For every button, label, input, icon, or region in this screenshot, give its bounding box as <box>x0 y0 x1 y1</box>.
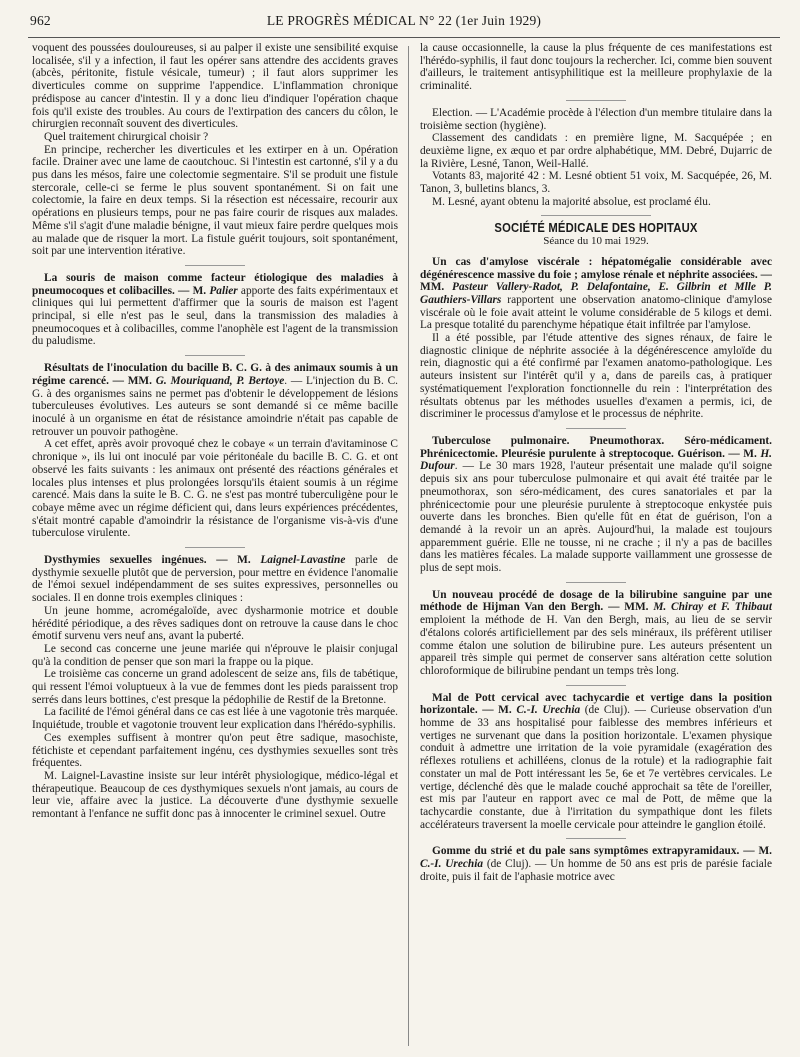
author-name: H. Dufour <box>420 447 772 473</box>
author-name: Laignel-Lavastine <box>260 554 346 567</box>
communication-body: parle de dysthymie sexuelle plutôt que de perversion, pour mettre en évidence l'anomalie de l'émoi sexuel indépendamment de ses suites expressives, personnelles ou sociales. Il en donne trois exemples cliniques : <box>32 554 398 605</box>
paragraph: voquent des poussées douloureuses, si au palper il existe une sensibilité exquise localisée, s'il y a infection, il faut les opérer sans attendre des accidents graves (abcès, péritonite, fistule vésicale, tumeur) ; il faut alors supprimer les diverticules comme on supprime l'appendice. L'inflammation chronique prédispose au cancer d'intestin. Il y a donc lieu d'indiquer l'opération chaque fois qu'il existe des troubles. Au cours de l'extirpation des cancers du côlon, le chirurgien reconnaît souvent des diverticules. <box>32 42 398 131</box>
page-header <box>30 13 778 33</box>
communication-tuberculose <box>420 435 772 575</box>
author-name: M. Chiray et F. Thibaut <box>653 601 772 614</box>
paragraph: Le troisième cas concerne un grand adolescent de seize ans, fils de tabétique, qui ressent l'émoi voluptueux à la vue de femmes dont les pieds paraissent trop serrés dans leurs bottines, c'est presque la pédophilie de Restif de la Bretonne. <box>32 668 398 706</box>
header-rule <box>28 37 780 38</box>
communication-body: rapportent une observation anatomo-clinique d'amylose viscérale où le foie avait atteint le volume considérable de 5 kilogs et demi. La presque totalité du parenchyme hépatique était infiltrée par l'amylose. <box>420 293 772 332</box>
communication-bcg <box>32 362 398 438</box>
author-name: C.-I. Urechia <box>516 704 581 717</box>
author-name: Palier <box>209 284 238 297</box>
separator <box>566 582 626 583</box>
paragraph: M. Lesné, ayant obtenu la majorité absolue, est proclamé élu. <box>432 195 711 208</box>
communication-body: emploient la méthode de H. Van den Bergh, mais, au lieu de se servir d'étalons colorés artificiellement par des sels minéraux, ils préfèrent utiliser comme étalon une solution de bilirubine pure. Les auteurs présentent un appareil très simple qui permet de conserver sans altération cette solution chloroformique de bilirubine pendant un temps très long. <box>420 614 772 677</box>
author-name: G. Mouriquand, P. Bertoye <box>155 374 285 387</box>
journal-title: LE PROGRÈS MÉDICAL N° 22 (1er Juin 1929) <box>266 13 542 28</box>
communication-title: Mal de Pott cervical avec tachycardie et vertige dans la position horizontale. — M. <box>420 691 772 717</box>
communication-title: Un nouveau procédé de dosage de la bilirubine sanguine par une méthode de Hijman Van den Bergh. — MM. <box>420 588 772 614</box>
paragraph: Le second cas concerne une jeune mariée qui n'éprouve le plaisir conjugal qu'à la condition de penser que son mari la frappe ou la pique. <box>32 642 398 668</box>
paragraph: M. Laignel-Lavastine insiste sur leur intérêt physiologique, médico-légal et thérapeutique. Beaucoup de ces dysthymiques sexuels n'ont jamais, au cours de leur vie, affaire avec la justice. La découverte d'une dysthymie sexuelle remontant à l'enfance ne suffit donc pas à innocenter le criminel sexuel. Outre <box>32 769 398 821</box>
left-column <box>32 42 398 1042</box>
communication-gomme <box>420 845 772 883</box>
column-divider <box>408 46 409 1046</box>
paragraph: Il a été possible, par l'étude attentive des signes rénaux, de faire le diagnostic clinique de néphrite associée à la dégénérescence amyloïde du rein, diagnostic qui a été confirmé par l'examen anatomo-pathologique. Les auteurs insistent sur l'intérêt qu'il y a, dans de pareils cas, à pratiquer systématiquement l'exploration fonctionnelle du rein : l'interprétation des résultats obtenus par les méthodes usuelles d'examen a permis, ici, de discriminer le processus d'amylose et le processus de néphrite. <box>420 332 772 421</box>
right-column <box>420 42 772 1042</box>
communication-bilirubine <box>420 589 772 678</box>
communication-dysthymies <box>32 554 398 605</box>
page-number: 962 <box>30 13 51 28</box>
separator <box>566 428 626 429</box>
paragraph: A cet effet, après avoir provoqué chez le cobaye « un terrain d'avitaminose C chronique », ils lui ont inoculé par voie péritonéale du bacille B. C. G. et ont observé les faits suivants : les animaux ont présenté des réactions générales et locales plus intenses et plus prolongées lorsqu'ils étaient soumis à un régime carencé. Mais dans la suite le B. C. G. ne s'est pas montré tuberculigène pour le cobaye même avec un régime déficient qui, dans leurs expériences précédentes, s'était montré capable d'amoindrir la résistance de l'organisme vis-à-vis d'une tuberculose virulente. <box>32 438 398 540</box>
communication-body: . — Le 30 mars 1928, l'auteur présentait une malade qu'il soigne depuis six ans pour tuberculose pulmonaire et qui avait été traitée par le pneumothorax, son séro-médicament, des cures sanatoriales et par la phrénicectomie pour une pleurésie purulente à streptocoque enkystée puis ouverte dans les bronches. Bien qu'elle fût en état de guérison, l'on a demandé à la revoir un an après. Aujourd'hui, la malade est toujours apparemment guérie. Elle ne tousse, ni ne crache ; il n'y a pas de bacilles dans les matières fécales. La malade supporte vaillamment une grossesse de plus de sept mois. <box>420 460 772 575</box>
separator <box>541 215 651 216</box>
communication-title: Résultats de l'inoculation du bacille B. C. G. à des animaux soumis à un régime carencé. — MM. <box>32 362 398 387</box>
paragraph: Un jeune homme, acromégaloïde, avec dysharmonie motrice et double hérédité périodique, a des rêves sadiques dont on retrouve la cause dans le choc émotif survenu vers neuf ans, avant la puberté. <box>32 604 398 643</box>
communication-title: Un cas d'amylose viscérale : hépatomégalie considérable avec dégénérescence massive du foie ; amylose rénale et néphrite associées. — MM. <box>420 255 772 294</box>
communication-title: Gomme du strié et du pale sans symptômes extrapyramidaux. — M. <box>432 845 772 858</box>
paragraph: Ces exemples suffisent à montrer qu'on peut être sadique, masochiste, fétichiste et cependant parfaitement ingénu, ces dysthymies sexuelles sont très fréquentes. <box>32 731 398 770</box>
communication-body: (de Cluj). — Curieuse observation d'un homme de 33 ans hospitalisé pour faiblesse des membres inférieurs et vertiges ne survenant que dans la position horizontale. L'examen physique conduit à admettre une irritation de la voie pyramidale (exagération des réflexes rotuliens et achilléens, clonus de la rotule) et la radiographie fait constater un mal de Pott intéressant les 5e, 6e et 7e vertèbres cervicales. Le vertige, déclenché dès que le malade couché approchait sa tête de l'oreiller, est mis par l'auteur en rapport avec ce mal de Pott, de même que la tachycardie constante, due à l'irritation du sympathique dont les filets accélérateurs traversent la moelle cervicale pour atteindre le ganglion étoilé. <box>420 704 772 831</box>
section-date: Séance du 10 mai 1929. <box>543 235 649 248</box>
section-title: SOCIÉTÉ MÉDICALE DES HOPITAUX <box>494 221 698 236</box>
paragraph: Classement des candidats : en première ligne, M. Sacquépée ; en deuxième ligne, ex æquo et par ordre alphabétique, MM. Debré, Dujarric de la Rivière, Lesné, Tanon, Weil-Hallé. <box>420 132 772 170</box>
paragraph-election: Election. — L'Académie procède à l'élection d'un membre titulaire dans la troisième section (hygiène). <box>420 106 772 132</box>
communication-body: (de Cluj). — Un homme de 50 ans est pris de parésie faciale droite, puis il fait de l'aphasie motrice avec <box>420 858 772 883</box>
author-name: C.-I. Urechia <box>420 858 484 871</box>
separator <box>566 100 626 101</box>
separator <box>185 547 245 548</box>
separator <box>185 265 245 266</box>
paragraph: Votants 83, majorité 42 : M. Lesné obtient 51 voix, M. Sacquépée, 26, M. Tanon, 3, bulletins blancs, 3. <box>420 170 772 196</box>
paragraph: la cause occasionnelle, la cause la plus fréquente de ces manifestations est l'hérédo-syphilis, il faut donc toujours la rechercher. Ici, comme bien souvent d'ailleurs, le traitement antisyphilitique est la meilleure prophylaxie de la criminalité. <box>420 42 772 93</box>
separator <box>566 838 626 839</box>
communication-amylose <box>420 256 772 332</box>
author-name: Pasteur Vallery-Radot, P. Delafontaine, E. Gilbrin et Mlle P. Gauthiers-Villars <box>420 281 772 306</box>
paragraph: La facilité de l'émoi général dans ce cas est liée à une vagotonie très marquée. Inquiétude, trouble et vagotonie trouvent leur explication dans l'hérédo-syphilis. <box>32 706 398 732</box>
communication-title: Tuberculose pulmonaire. Pneumothorax. Séro-médicament. Phrénicectomie. Pleurésie purulente à streptocoque. Guérison. — M. <box>420 434 772 460</box>
communication-pott <box>420 692 772 832</box>
subheading: Quel traitement chirurgical choisir ? <box>44 130 209 143</box>
communication-body: . — L'injection du B. C. G. à des organismes sains ne permet pas d'obtenir le développement de lésions tuberculeuses évolutives. Les auteurs se sont demandé si ce même bacille inoculé à un organisme en état de résistance amoindrie n'était pas capable de retrouver un pouvoir pathogène. <box>32 374 398 438</box>
communication-body: apporte des faits expérimentaux et cliniques qui lui permettent d'affirmer que la souris de maison est l'agent principal, si elle n'est pas le seul, dans la transmission des maladies à pneumocoques et à colibacilles, comme l'anophèle est l'agent de la transmission du paludisme. <box>32 284 398 348</box>
separator <box>185 355 245 356</box>
separator <box>566 685 626 686</box>
communication-title: Dysthymies sexuelles ingénues. — M. <box>44 554 261 567</box>
communication-souris <box>32 272 398 348</box>
communication-title: La souris de maison comme facteur étiologique des maladies à pneumocoques et colibacilles. — M. <box>32 271 398 297</box>
paragraph: En principe, rechercher les diverticules et les extirper en à un. Opération facile. Drainer avec une lame de caoutchouc. Si l'intestin est cartonné, s'il y a du pus dans les mésos, faire une colectomie segmentaire. S'il se produit une fistule stercorale, celle-ci se ferme le plus souvent spontanément. Si on fait une colectomie, la faire en deux temps. Si la résection est nécessaire, recourir aux opérations en plusieurs temps, pour ne pas faire courir de risques aux malades. Même s'il s'agit d'une maladie bénigne, il vaut mieux faire perdre quelques mois au malade que de risquer la mort. La fistule guérit toujours, soit spontanément, soit par une intervention itérative. <box>32 143 398 258</box>
